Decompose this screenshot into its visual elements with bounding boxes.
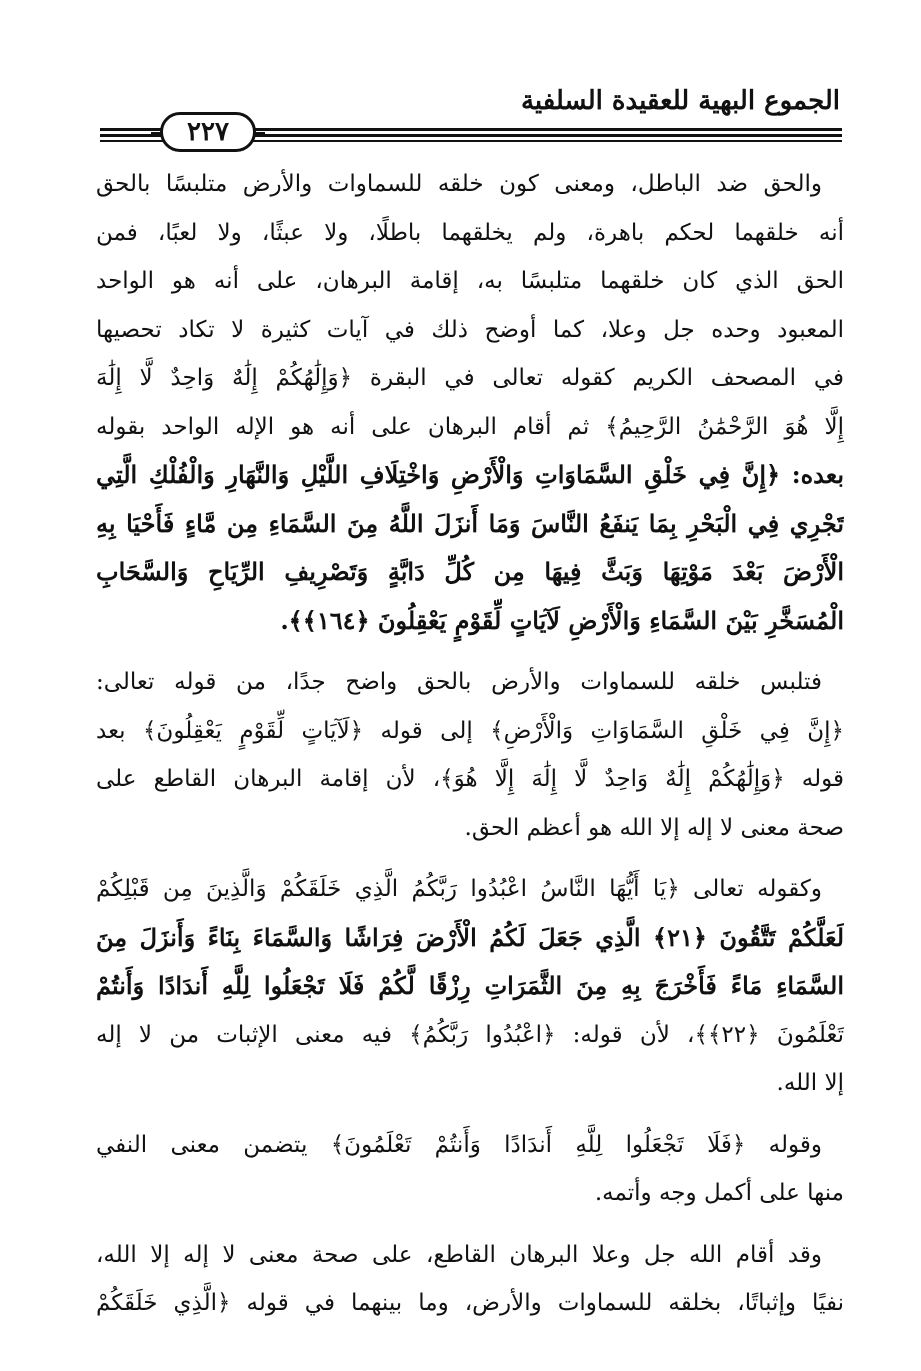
text-line: نفيًا وإثباتًا، بخلقه للسماوات والأرض، وما بينهما في قوله ﴿الَّذِي خَلَقَكُمْ [96,1290,844,1316]
quran-verse-line: السَّمَاءِ مَاءً فَأَخْرَجَ بِهِ مِنَ الثَّمَرَاتِ رِزْقًا لَّكُمْ فَلَا تَجْعَلُوا لِلَّهِ أَندَادًا وَأَنتُمْ [96,971,844,1000]
text-line: قوله ﴿وَإِلَٰهُكُمْ إِلَٰهٌ وَاحِدٌ لَّا إِلَٰهَ إِلَّا هُوَ﴾، لأن إقامة البرهان القاطع على [96,766,844,792]
quran-verse-line: تَجْرِي فِي الْبَحْرِ بِمَا يَنفَعُ النَّاسَ وَمَا أَنزَلَ اللَّهُ مِنَ السَّمَاءِ مِن مَّاءٍ فَأَحْيَا بِهِ [96,508,844,538]
text-line: صحة معنى لا إله إلا الله هو أعظم الحق. [464,814,844,841]
quran-verse-line: لَعَلَّكُمْ تَتَّقُونَ ﴿٢١﴾ الَّذِي جَعَلَ لَكُمُ الْأَرْضَ فِرَاشًا وَالسَّمَاءَ بِنَاءً وَأَنزَلَ مِنَ [96,922,844,952]
text-line: الحق الذي كان خلقهما متلبسًا به، إقامة البرهان، على أنه هو الواحد [96,268,844,294]
text-line: إلا الله. [776,1070,844,1096]
text-line: في المصحف الكريم كقوله تعالى في البقرة ﴿وَإِلَٰهُكُمْ إِلَٰهٌ وَاحِدٌ لَّا إِلَٰهَ [96,365,844,391]
text-line: وقد أقام الله جل وعلا البرهان القاطع، على صحة معنى لا إله إلا الله، [96,1241,822,1268]
text-line: وكقوله تعالى ﴿يَا أَيُّهَا النَّاسُ اعْبُدُوا رَبَّكُمُ الَّذِي خَلَقَكُمْ وَالَّذِينَ مِن قَبْلِكُمْ [96,876,822,902]
text-line: أنه خلقهما لحكم باهرة، ولم يخلقهما باطلًا، ولا عبثًا، ولا لعبًا، فمن [96,219,844,246]
page-number-badge [160,112,256,152]
page-number: ٢٢٧ [187,117,229,147]
running-header-title: الجموع البهية للعقيدة السلفية [520,86,840,116]
text-line: فتلبس خلقه للسماوات والأرض بالحق واضح جدًا، من قوله تعالى: [96,669,822,695]
text-line: وقوله ﴿فَلَا تَجْعَلُوا لِلَّهِ أَندَادًا وَأَنتُمْ تَعْلَمُونَ﴾ يتضمن معنى النفي [96,1131,822,1158]
quran-verse-line: الْأَرْضَ بَعْدَ مَوْتِهَا وَبَثَّ فِيهَا مِن كُلِّ دَابَّةٍ وَتَصْرِيفِ الرِّيَاحِ وَالسَّحَابِ [96,557,844,586]
paragraph-2 [96,658,844,852]
text-line: ﴿إِنَّ فِي خَلْقِ السَّمَاوَاتِ وَالْأَرْضِ﴾ إلى قوله ﴿لَآيَاتٍ لِّقَوْمٍ يَعْقِلُونَ﴾ بعد [96,717,844,744]
paragraph-1 [96,160,844,645]
paragraph-5 [96,1231,844,1328]
text-line: تَعْلَمُونَ ﴿٢٢﴾﴾، لأن قوله: ﴿اعْبُدُوا رَبَّكُمُ﴾ فيه معنى الإثبات من لا إله [96,1021,844,1048]
page-body [96,160,844,1328]
quran-verse-line: بعده: ﴿إِنَّ فِي خَلْقِ السَّمَاوَاتِ وَالْأَرْضِ وَاخْتِلَافِ اللَّيْلِ وَالنَّهَارِ وَالْفُلْكِ الَّتِي [96,460,844,489]
text-line: المعبود وحده جل وعلا، كما أوضح ذلك في آيات كثيرة لا تكاد تحصيها [96,316,844,343]
quran-verse-line: الْمُسَخَّرِ بَيْنَ السَّمَاءِ وَالْأَرْضِ لَآيَاتٍ لِّقَوْمٍ يَعْقِلُونَ ﴿١٦٤﴾﴾. [280,605,844,635]
text-line: منها على أكمل وجه وأتمه. [594,1180,844,1206]
paragraph-4 [96,1121,844,1218]
text-line: والحق ضد الباطل، ومعنى كون خلقه للسماوات والأرض متلبسًا بالحق [96,171,822,197]
text-line: إِلَّا هُوَ الرَّحْمَٰنُ الرَّحِيمُ﴾ ثم أقام البرهان على أنه هو الإله الواحد بقوله [96,413,844,440]
paragraph-3 [96,865,844,1108]
